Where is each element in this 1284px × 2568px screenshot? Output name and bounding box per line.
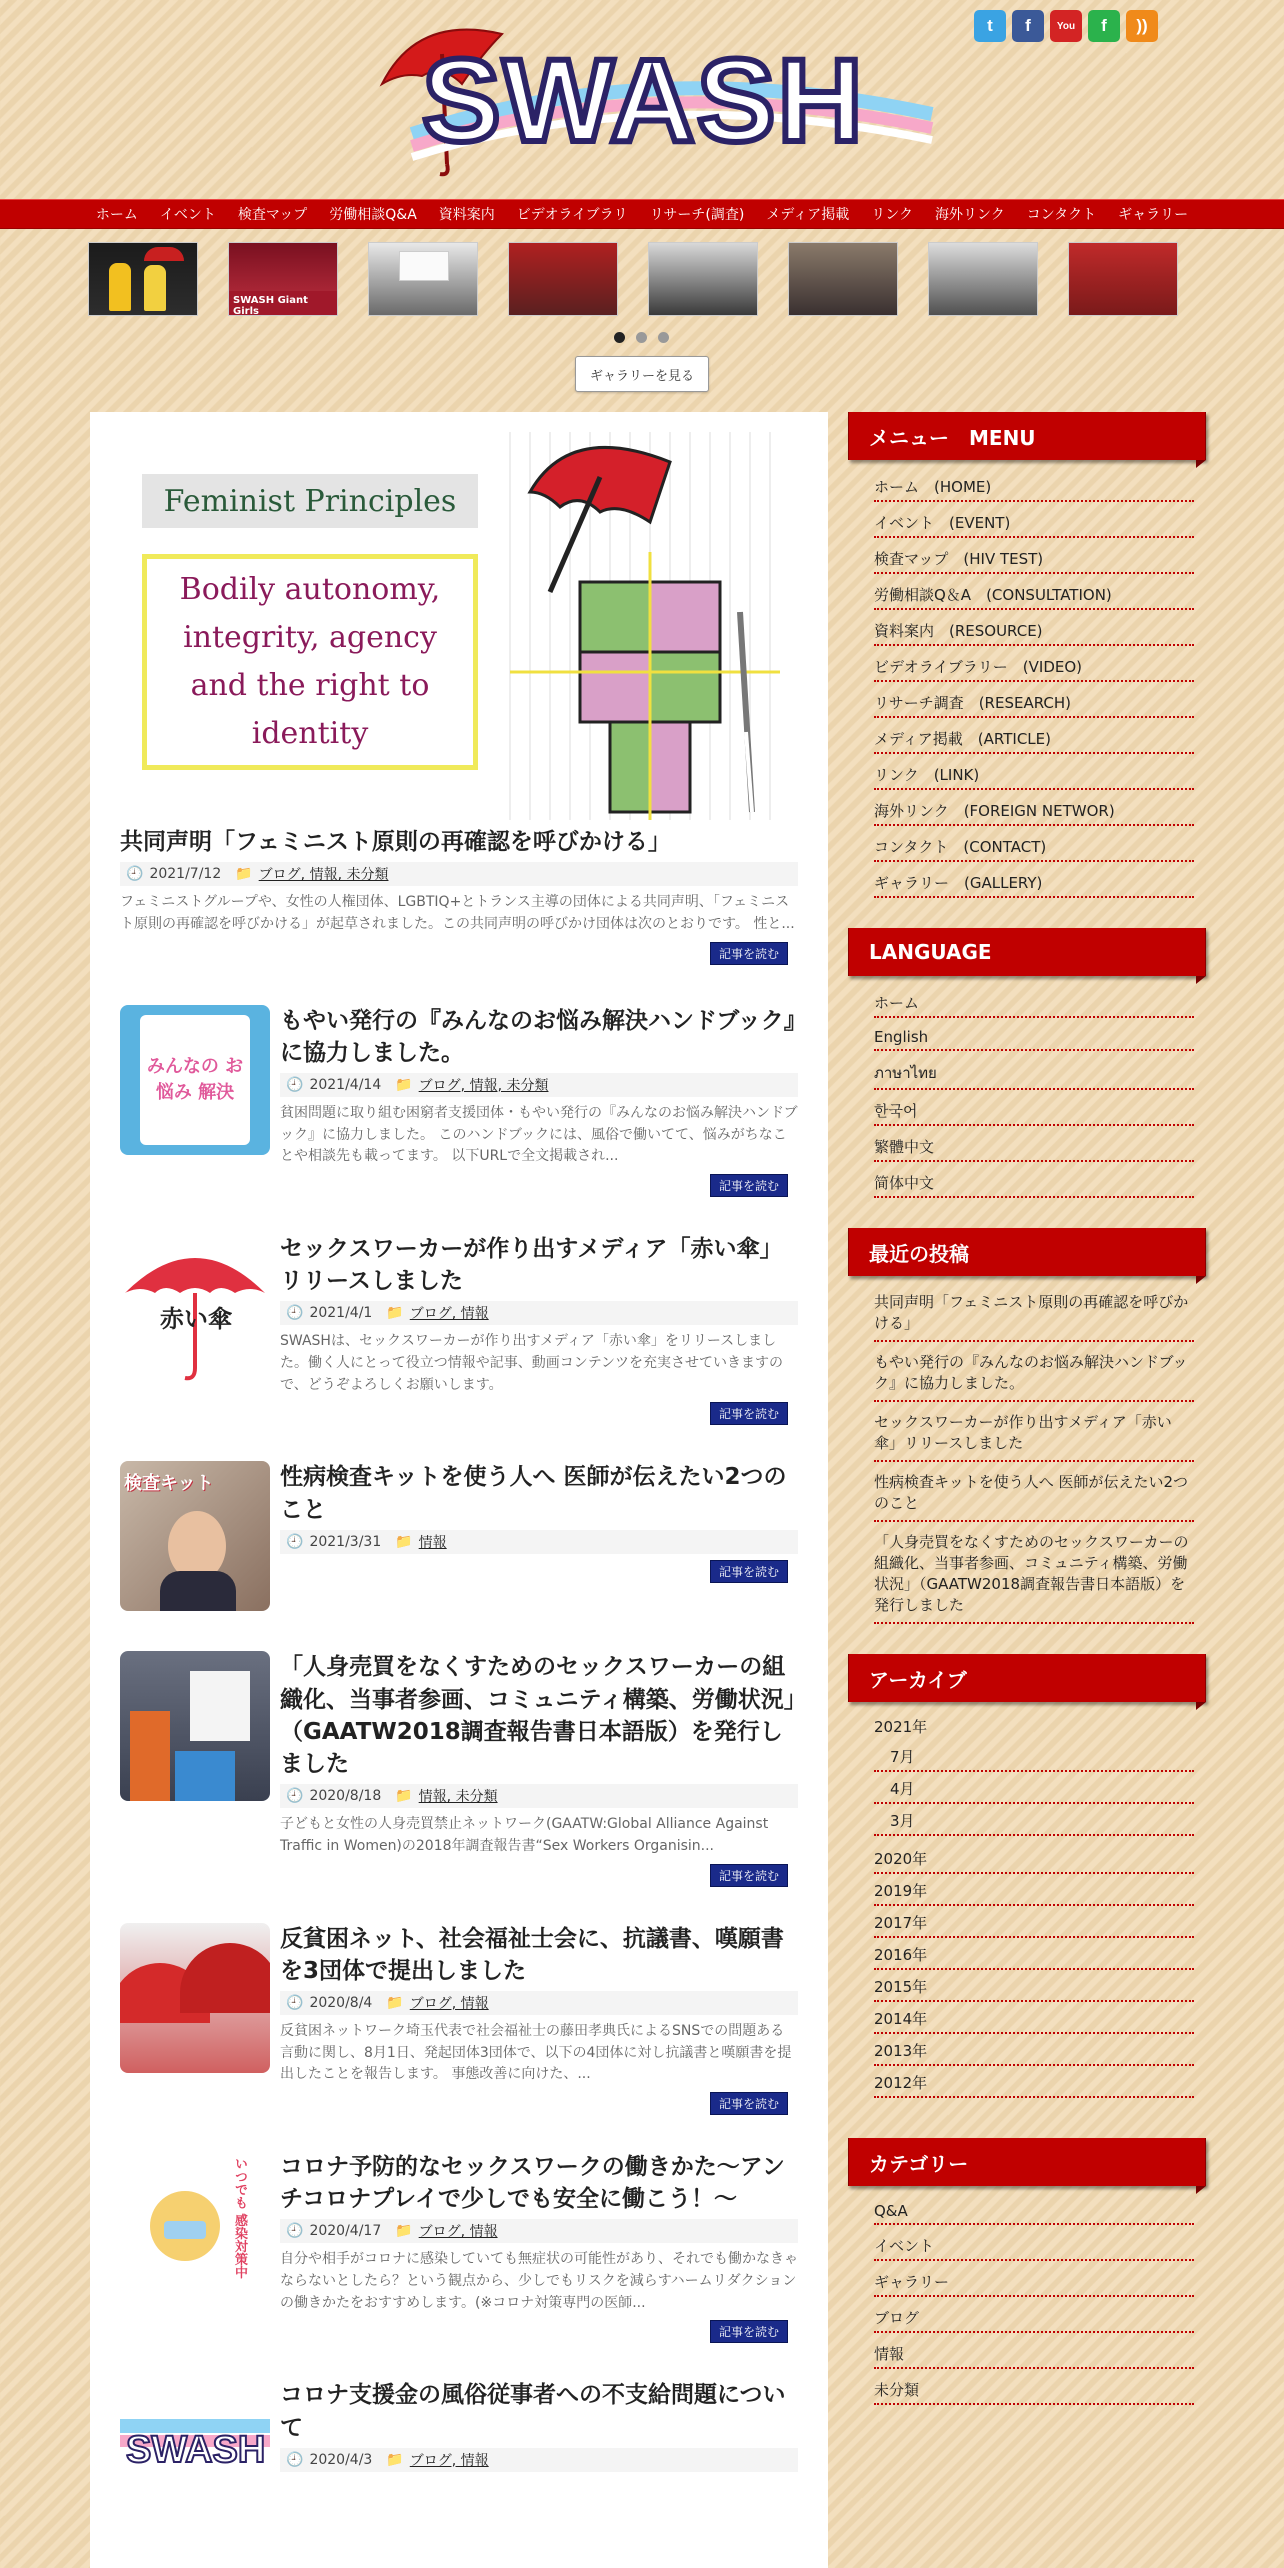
post-title[interactable]: コロナ支援金の風俗従事者への不支給問題について <box>280 2382 786 2441</box>
post-title[interactable]: 性病検査キットを使う人へ 医師が伝えたい2つのこと <box>280 1464 787 1523</box>
post-title[interactable]: セックスワーカーが作り出すメディア「赤い傘」リリースしました <box>280 1236 783 1295</box>
site-header <box>0 0 1284 198</box>
widget-title: アーカイブ <box>848 1654 1206 1702</box>
post-categories[interactable]: ブログ, 情報 <box>409 1306 489 1323</box>
nav-links[interactable]: リンク <box>871 207 913 223</box>
post-thumbnail[interactable] <box>120 1923 270 2073</box>
featured-image-heading: Feminist Principles <box>163 483 457 519</box>
post-body <box>280 1233 798 1425</box>
post-excerpt: フェミニストグループや、女性の人権団体、LGBTIQ+とトランス主導の団体による共同声明、「フェミニスト原則の再確認を呼びかける」が起草されました。この共同声明の呼びかけ団体は次のとおりです。 性と... <box>120 894 795 932</box>
rss-icon[interactable]: )) <box>1126 10 1158 42</box>
nav-foreign-links[interactable]: 海外リンク <box>934 207 1005 223</box>
post-categories[interactable]: ブログ, 情報 <box>409 1995 489 2012</box>
post-categories[interactable]: ブログ, 情報 <box>409 2452 489 2469</box>
folder-icon: 📁 <box>395 1076 413 1093</box>
language-item[interactable]: 한국어 <box>874 1090 1194 1126</box>
widget-title: 最近の投稿 <box>848 1228 1206 1276</box>
sidebar <box>848 412 1206 2435</box>
nav-video-library[interactable]: ビデオライブラリ <box>516 207 628 223</box>
post-thumbnail[interactable] <box>120 1233 270 1383</box>
gallery-thumb[interactable] <box>368 242 478 316</box>
post-meta <box>280 2448 798 2472</box>
nav-contact[interactable]: コンタクト <box>1026 207 1097 223</box>
post-categories[interactable]: ブログ, 情報 <box>418 2224 498 2241</box>
post-thumbnail[interactable] <box>120 1651 270 1801</box>
recent-post-link[interactable]: 「人身売買をなくすためのセックスワーカーの組織化、当事者参画、コミュニティ構築、労働状況」（GAATW2018調査報告書日本語版）を発行しました <box>874 1522 1194 1624</box>
main-nav <box>0 199 1284 229</box>
twitter-icon[interactable]: t <box>974 10 1006 42</box>
post-meta <box>280 1301 798 1325</box>
post-date: 2021/3/31 <box>309 1533 382 1550</box>
read-more-wrap <box>280 2092 788 2115</box>
post-thumbnail-text: みんなの お悩み 解決 <box>146 1056 244 1103</box>
clock-icon: 🕘 <box>286 2223 304 2240</box>
post-body <box>280 1461 798 1611</box>
post-categories[interactable]: 情報 <box>418 1534 447 1551</box>
gallery-thumb[interactable] <box>648 242 758 316</box>
sidebar-menu-item[interactable]: 資料案内 (RESOURCE) <box>874 610 1194 646</box>
language-item[interactable]: 简体中文 <box>874 1162 1194 1198</box>
read-more-button[interactable]: 記事を読む <box>710 2320 788 2343</box>
folder-icon: 📁 <box>386 2451 404 2468</box>
clock-icon: 🕘 <box>286 1994 304 2011</box>
post-title[interactable]: 反貧困ネット、社会福祉士会に、抗議書、嘆願書を3団体で提出しました <box>280 1925 784 1984</box>
post-body <box>280 1923 798 2115</box>
folder-icon: 📁 <box>395 1788 413 1805</box>
nav-home[interactable]: ホーム <box>95 207 138 223</box>
feminist-puzzle-illustration <box>490 432 798 820</box>
read-more-wrap <box>280 2320 788 2343</box>
nav-test-map[interactable]: 検査マップ <box>237 207 308 223</box>
post-date: 2021/4/1 <box>309 1305 373 1322</box>
post-body <box>280 2151 798 2343</box>
archive-item[interactable]: 2014年 <box>874 2002 1194 2034</box>
category-item[interactable]: ブログ <box>874 2297 1194 2333</box>
nav-labor-qa[interactable]: 労働相談Q&A <box>329 207 417 223</box>
post-categories[interactable]: ブログ, 情報, 未分類 <box>258 867 389 884</box>
sidebar-menu-item[interactable]: イベント (EVENT) <box>874 502 1194 538</box>
carousel-dot[interactable] <box>636 332 647 343</box>
category-widget <box>848 2138 1206 2405</box>
post-body <box>280 1005 798 1197</box>
nav-research[interactable]: リサーチ(調査) <box>649 207 745 223</box>
folder-icon: 📁 <box>235 866 253 883</box>
post-body <box>280 2379 798 2529</box>
gallery-carousel <box>88 242 1178 316</box>
post-excerpt: 自分や相手がコロナに感染していても無症状の可能性があり、それでも働かなきゃならないとしたら？という観点から、少しでもリスクを減らすハームリダクションの働きかたをおすすめします。(※コロナ対策専門の医師... <box>280 2251 798 2311</box>
nav-event[interactable]: イベント <box>159 207 216 223</box>
language-item[interactable]: English <box>874 1018 1194 1051</box>
folder-icon: 📁 <box>395 1533 413 1550</box>
read-more-button[interactable]: 記事を読む <box>710 942 788 965</box>
logo-text: SWASH <box>422 35 865 167</box>
gallery-thumb-caption: SWASH Giant Girls <box>233 295 308 316</box>
sidebar-menu-item[interactable]: ビデオライブラリー (VIDEO) <box>874 646 1194 682</box>
sidebar-menu-item[interactable]: 検査マップ (HIV TEST) <box>874 538 1194 574</box>
post-item <box>120 1005 798 1197</box>
read-more-wrap <box>280 1864 788 1887</box>
read-more-button[interactable]: 記事を読む <box>710 1864 788 1887</box>
clock-icon: 🕘 <box>286 1533 304 1550</box>
post-date: 2020/8/4 <box>309 1994 373 2011</box>
post-item <box>120 1461 798 1611</box>
post-excerpt: 子どもと女性の人身売買禁止ネットワーク(GAATW:Global Alliance Against Traffic in Women)の2018年調査報告書“Sex Workers Organisin... <box>280 1816 769 1854</box>
post-title[interactable]: 「人身売買をなくすためのセックスワーカーの組織化、当事者参画、コミュニティ構築、労働状況」（GAATW2018調査報告書日本語版）を発行しました <box>280 1654 796 1777</box>
archive-item[interactable]: 2020年 <box>874 1836 1194 1874</box>
gallery-thumb[interactable] <box>1068 242 1178 316</box>
post-meta <box>280 2219 798 2243</box>
archive-item[interactable]: 2013年 <box>874 2034 1194 2066</box>
post-thumbnail[interactable] <box>120 1005 270 1155</box>
youtube-icon[interactable]: You <box>1050 10 1082 42</box>
gallery-thumb[interactable] <box>88 242 198 316</box>
featured-post-title[interactable]: 共同声明「フェミニスト原則の再確認を呼びかける」 <box>120 829 671 855</box>
read-more-wrap <box>280 1560 788 1583</box>
post-item <box>120 1651 798 1886</box>
recent-post-link[interactable]: もやい発行の『みんなのお悩み解決ハンドブック』に協力しました。 <box>874 1342 1194 1402</box>
clock-icon: 🕘 <box>126 866 144 883</box>
post-date: 2021/7/12 <box>149 866 222 883</box>
sidebar-menu-item[interactable]: リサーチ調査 (RESEARCH) <box>874 682 1194 718</box>
recent-post-link[interactable]: 性病検査キットを使う人へ 医師が伝えたい2つのこと <box>874 1462 1194 1522</box>
nav-resources[interactable]: 資料案内 <box>438 207 495 223</box>
archive-item[interactable]: 2019年 <box>874 1874 1194 1906</box>
post-date: 2020/4/17 <box>309 2223 382 2240</box>
archive-widget <box>848 1654 1206 2098</box>
post-item <box>120 1923 798 2115</box>
main-content <box>90 412 828 2568</box>
clock-icon: 🕘 <box>286 1788 304 1805</box>
clock-icon: 🕘 <box>286 1076 304 1093</box>
view-gallery-button[interactable]: ギャラリーを見る <box>575 356 709 392</box>
sidebar-menu-item[interactable]: メディア掲載 (ARTICLE) <box>874 718 1194 754</box>
archive-item[interactable]: 2015年 <box>874 1970 1194 2002</box>
read-more-button[interactable]: 記事を読む <box>710 1402 788 1425</box>
category-item[interactable]: イベント <box>874 2225 1194 2261</box>
carousel-dot[interactable] <box>614 332 625 343</box>
post-thumbnail[interactable] <box>120 2151 270 2301</box>
sidebar-menu-item[interactable]: リンク (LINK) <box>874 754 1194 790</box>
sidebar-menu-item[interactable]: 海外リンク (FOREIGN NETWOR) <box>874 790 1194 826</box>
folder-icon: 📁 <box>386 1994 404 2011</box>
post-item <box>120 2151 798 2343</box>
archive-item[interactable]: 2016年 <box>874 1938 1194 1970</box>
social-links <box>974 10 1158 42</box>
post-thumbnail[interactable] <box>120 1461 270 1611</box>
category-item[interactable]: Q&A <box>874 2192 1194 2225</box>
read-more-button[interactable]: 記事を読む <box>710 1560 788 1583</box>
nav-media[interactable]: メディア掲載 <box>766 207 850 223</box>
post-item <box>120 1233 798 1425</box>
carousel-dots <box>614 332 669 343</box>
read-more-button[interactable]: 記事を読む <box>710 2092 788 2115</box>
folder-icon: 📁 <box>386 1305 404 1322</box>
folder-icon: 📁 <box>395 2223 413 2240</box>
site-logo[interactable] <box>372 14 942 184</box>
post-thumbnail[interactable] <box>120 2379 270 2529</box>
archive-item[interactable]: 2012年 <box>874 2066 1194 2098</box>
recent-post-link[interactable]: 共同声明「フェミニスト原則の再確認を呼びかける」 <box>874 1282 1194 1342</box>
widget-title: カテゴリー <box>848 2138 1206 2186</box>
sidebar-menu-item[interactable]: ホーム (HOME) <box>874 466 1194 502</box>
read-more-wrap <box>280 1402 788 1425</box>
post-thumbnail-text: SWASH <box>126 2429 266 2472</box>
sidebar-menu-item[interactable]: コンタクト (CONTACT) <box>874 826 1194 862</box>
widget-title: LANGUAGE <box>848 928 1206 976</box>
post-meta <box>280 1784 798 1808</box>
archive-item[interactable]: 2021年 <box>874 1718 928 1736</box>
post-meta <box>280 1530 798 1554</box>
post-excerpt: 貧困問題に取り組む困窮者支援団体・もやい発行の『みんなのお悩み解決ハンドブック』に協力しました。 このハンドブックには、風俗で働いてて、悩みがちなことや相談先も載ってます。 以下URLで全文掲載され... <box>280 1104 798 1165</box>
post-thumbnail-text: いつでも 感染対策中 <box>232 2157 247 2279</box>
language-item[interactable]: 繁體中文 <box>874 1126 1194 1162</box>
language-item[interactable]: ภาษาไทย <box>874 1051 1194 1090</box>
post-thumbnail-text: 赤い傘 <box>160 1305 232 1333</box>
category-item[interactable]: ギャラリー <box>874 2261 1194 2297</box>
archive-item[interactable]: 7月 <box>874 1740 1194 1772</box>
post-date: 2020/4/3 <box>309 2451 373 2468</box>
carousel-dot[interactable] <box>658 332 669 343</box>
post-item <box>120 2379 798 2529</box>
post-meta <box>280 1991 798 2015</box>
recent-post-link[interactable]: セックスワーカーが作り出すメディア「赤い傘」リリースしました <box>874 1402 1194 1462</box>
post-meta <box>280 1073 798 1097</box>
feedly-icon[interactable]: f <box>1088 10 1120 42</box>
post-categories[interactable]: ブログ, 情報, 未分類 <box>418 1077 549 1094</box>
read-more-wrap <box>120 942 788 965</box>
post-date: 2020/8/18 <box>309 1788 382 1805</box>
post-categories[interactable]: 情報, 未分類 <box>418 1789 498 1806</box>
gallery-thumb[interactable] <box>508 242 618 316</box>
clock-icon: 🕘 <box>286 1305 304 1322</box>
recent-posts-widget <box>848 1228 1206 1624</box>
archive-item[interactable]: 3月 <box>874 1804 1194 1836</box>
gallery-thumb[interactable] <box>228 242 338 316</box>
featured-image-text: Bodily autonomy, integrity, agency and the right to identity <box>179 572 441 751</box>
post-thumbnail-text: 検査キット <box>124 1473 214 1495</box>
widget-title: メニュー MENU <box>848 412 1206 460</box>
sidebar-menu-item[interactable]: 労働相談Q＆A (CONSULTATION) <box>874 574 1194 610</box>
post-title[interactable]: コロナ予防的なセックスワークの働きかた～アンチコロナプレイで少しでも安全に働こう！～ <box>280 2154 785 2213</box>
language-item[interactable]: ホーム <box>874 982 1194 1018</box>
archive-item[interactable]: 4月 <box>874 1772 1194 1804</box>
featured-image[interactable] <box>120 432 798 820</box>
menu-widget <box>848 412 1206 898</box>
gallery-thumb[interactable] <box>928 242 1038 316</box>
post-body <box>280 1651 798 1886</box>
post-excerpt: 反貧困ネットワーク埼玉代表で社会福祉士の藤田孝典氏によるSNSでの問題ある言動に関し、8月1日、発起団体3団体で、以下の4団体に対し抗議書と嘆願書を提出したことを報告します。 事態改善に向けた、... <box>280 2022 792 2083</box>
read-more-wrap <box>280 1174 788 1197</box>
post-excerpt: SWASHは、セックスワーカーが作り出すメディア「赤い傘」をリリースしました。働く人にとって役立つ情報や記事、動画コンテンツを充実させていきますので、どうぞよろしくお願いします。 <box>280 1333 784 1393</box>
sidebar-menu-item[interactable]: ギャラリー (GALLERY) <box>874 862 1194 898</box>
post-meta <box>120 862 798 886</box>
post-title[interactable]: もやい発行の『みんなのお悩み解決ハンドブック』に協力しました。 <box>280 1007 796 1066</box>
category-item[interactable]: 情報 <box>874 2333 1194 2369</box>
clock-icon: 🕘 <box>286 2451 304 2468</box>
read-more-button[interactable]: 記事を読む <box>710 1174 788 1197</box>
archive-item[interactable]: 2017年 <box>874 1906 1194 1938</box>
gallery-thumb[interactable] <box>788 242 898 316</box>
category-item[interactable]: 未分類 <box>874 2369 1194 2405</box>
facebook-icon[interactable]: f <box>1012 10 1044 42</box>
nav-gallery[interactable]: ギャラリー <box>1118 207 1189 223</box>
post-date: 2021/4/14 <box>309 1076 382 1093</box>
language-widget <box>848 928 1206 1198</box>
